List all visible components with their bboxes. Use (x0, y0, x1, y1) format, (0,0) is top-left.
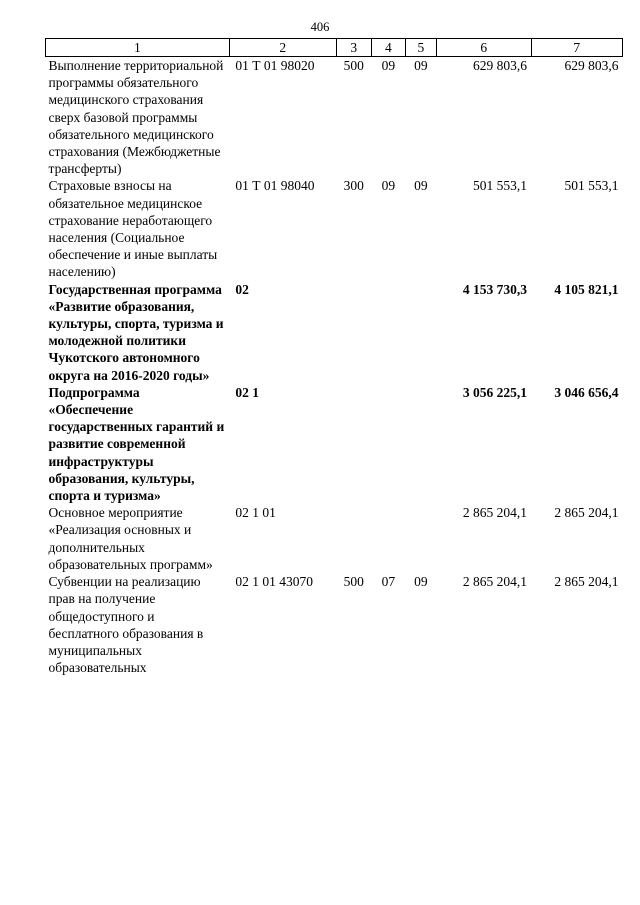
row-subsection: 09 (414, 58, 428, 73)
row-subsection: 09 (414, 574, 428, 590)
row-subsection (405, 281, 436, 384)
row-name: Выполнение территориальной программы обязательного медицинского страхования сверх базовой программы обязательного медицинского страхования (Межбюджетные трансферты) (48, 58, 224, 177)
row-name: Страховые взносы на обязательное медицинское страхование неработающего населения (Социальное обеспечение и иные выплаты населению) (48, 178, 218, 280)
row-code: 01 Т 01 98020 (235, 58, 315, 73)
row-amount-2: 2 865 204,1 (554, 574, 619, 590)
row-expense-type: 300 (343, 178, 364, 194)
row-subsection (405, 504, 436, 573)
table-row (46, 504, 623, 573)
row-amount-2: 629 803,6 (564, 58, 619, 73)
page-number: 406 (310, 20, 330, 34)
row-section (372, 384, 406, 504)
row-name: Государственная программа «Развитие образования, культуры, спорта, туризма и молодежной политики Чукотского автономного округа на 2016-2020 годы» (48, 281, 224, 383)
column-header: 2 (229, 39, 336, 57)
row-code: 02 1 (235, 384, 259, 400)
row-name: Субвенции на реализацию прав на получение общедоступного и бесплатного образования в муниципальных образовательных (48, 574, 204, 676)
column-number-row (46, 39, 623, 57)
budget-table (45, 38, 623, 676)
row-section: 09 (381, 58, 396, 73)
row-code: 01 Т 01 98040 (235, 178, 315, 194)
row-amount-1: 2 865 204,1 (462, 574, 528, 590)
column-header: 1 (46, 39, 230, 57)
table-row (46, 281, 623, 384)
table-row (46, 57, 623, 178)
column-header: 3 (336, 39, 372, 57)
row-expense-type: 500 (343, 58, 364, 73)
row-amount-1: 4 153 730,3 (462, 281, 528, 297)
column-header: 7 (531, 39, 622, 57)
table-row (46, 177, 623, 280)
row-section: 07 (381, 574, 396, 590)
column-header: 5 (405, 39, 436, 57)
row-amount-2: 2 865 204,1 (554, 505, 619, 521)
table-row (46, 384, 623, 504)
row-section: 09 (381, 178, 396, 194)
row-amount-1: 2 865 204,1 (462, 505, 528, 521)
row-section (372, 281, 406, 384)
row-code: 02 1 01 (235, 505, 276, 521)
row-name: Основное мероприятие «Реализация основных и дополнительных образовательных программ» (48, 505, 213, 572)
row-expense-type (336, 281, 372, 384)
row-section (372, 504, 406, 573)
row-amount-1: 629 803,6 (473, 58, 528, 73)
row-amount-1: 3 056 225,1 (462, 384, 528, 400)
row-subsection (405, 384, 436, 504)
row-amount-2: 4 105 821,1 (554, 281, 619, 297)
column-header: 6 (437, 39, 531, 57)
row-subsection: 09 (414, 178, 428, 194)
column-header: 4 (372, 39, 406, 57)
row-amount-2: 3 046 656,4 (554, 384, 619, 400)
row-code: 02 1 01 43070 (235, 574, 313, 590)
row-amount-2: 501 553,1 (564, 178, 619, 194)
row-amount-1: 501 553,1 (473, 178, 528, 194)
table-row (46, 573, 623, 676)
row-expense-type (336, 504, 372, 573)
row-expense-type: 500 (343, 574, 364, 590)
row-code: 02 (235, 281, 249, 297)
row-name: Подпрограмма «Обеспечение государственных гарантий и развитие современной инфраструктуры образования, культуры, спорта и туризма» (48, 384, 225, 504)
row-expense-type (336, 384, 372, 504)
